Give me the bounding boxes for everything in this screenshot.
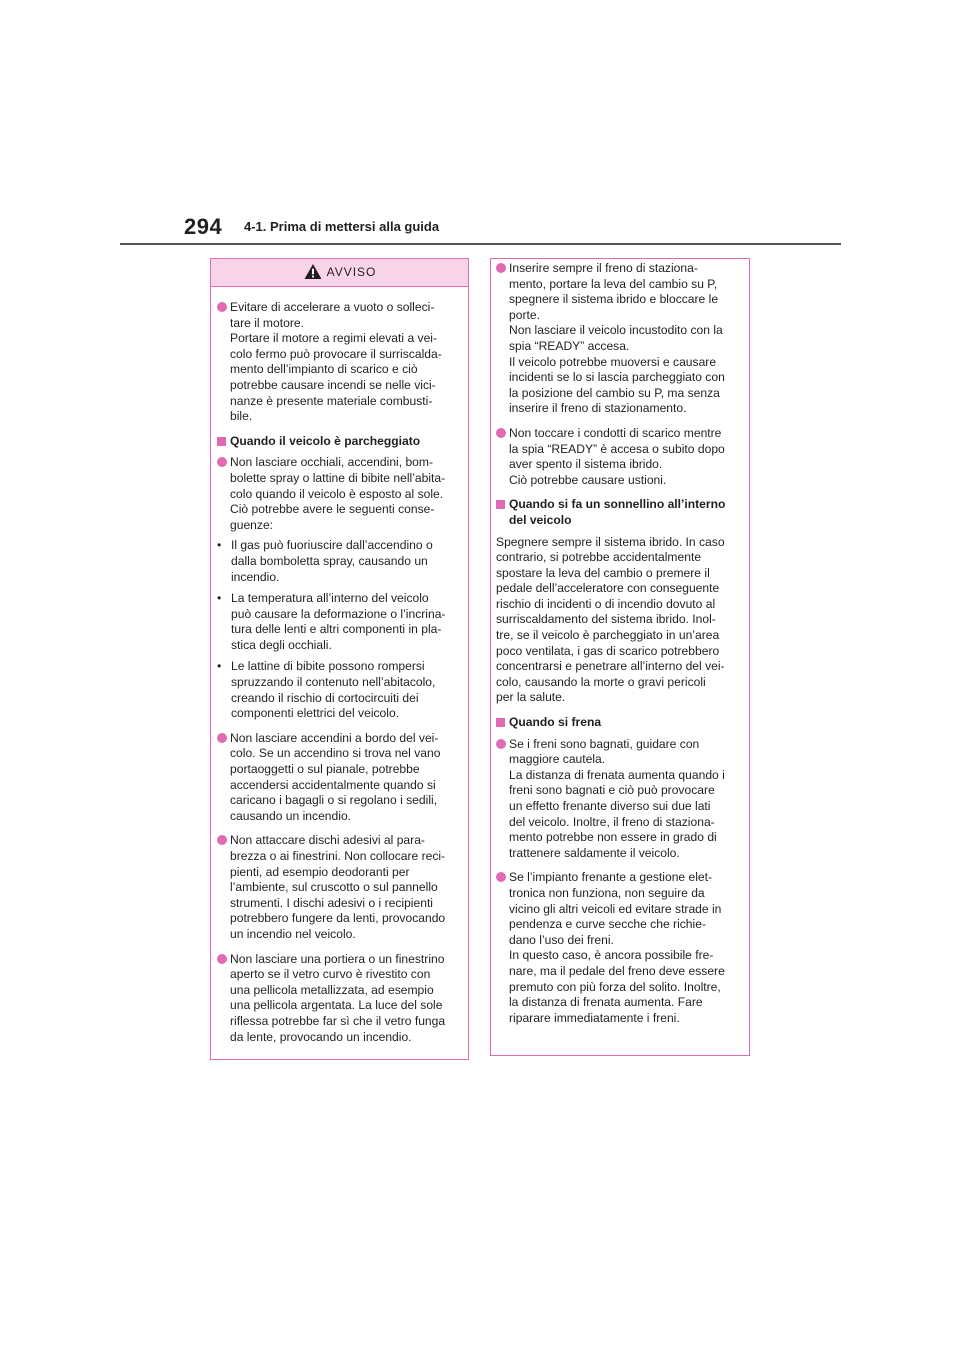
text-line: pendenza e curve secche che richie- [509,917,706,932]
text-line: surriscaldamento del sistema ibrido. Inol- [496,612,716,627]
text-line: maggiore cautela. [509,752,606,767]
square-bullet [496,500,505,509]
text-line: porte. [509,307,540,322]
text-line: spruzzando il contenuto nell’abitacolo, [231,675,436,690]
bullet-item [496,426,741,488]
text-line: mento potrebbe non essere in grado di [509,830,717,845]
text-line: tronica non funziona, non seguire da [509,885,705,900]
text-line: Quando si fa un sonnellino all’interno [509,497,726,512]
bullet-dot [217,457,227,467]
text-line: Il veicolo potrebbe muoversi e causare [509,354,717,369]
text-line: colo quando il veicolo è esposto al sole. [230,486,444,501]
text-line: spostare la leva del cambio o premere il [496,565,710,580]
subheading [496,497,741,528]
text-line: la posizione del cambio su P, ma senza [509,385,720,400]
text-line: rischio di incidenti o di incendio dovuto al [496,596,716,611]
text-line: Ciò potrebbe avere le seguenti conse- [230,502,435,517]
text-line: riflessa potrebbe far sì che il vetro funga [230,1013,446,1028]
text-line: Non lasciare occhiali, accendini, bom- [230,455,434,470]
text-line: del veicolo [509,512,572,527]
text-line: strumenti. I dischi adesivi o i recipienti [230,895,433,910]
text-line: La distanza di frenata aumenta quando i [509,767,725,782]
text-line: dalla bomboletta spray, causando un [231,553,428,568]
text-line: mento dell’impianto di scarico e ciò [230,362,418,377]
text-line: una pellicola metallizzata, ad esempio [230,982,434,997]
sub-bullet-item [217,659,454,721]
warning-triangle-icon [303,263,323,280]
text-line: l’ambiente, sul cruscotto o sul pannello [230,880,438,895]
bullet-dot [217,302,227,312]
text-line: portaoggetti o sul pianale, potrebbe [230,762,420,777]
text-line: una pellicola argentata. La luce del sole [230,998,443,1013]
text-line: incidenti se lo si lascia parcheggiato con [509,370,725,385]
bullet-item [496,261,741,417]
bullet-item [217,300,454,425]
text-line: bolette spray o lattine di bibite nell’abita- [230,470,446,485]
text-line: guenze: [230,517,274,532]
text-line: Se i freni sono bagnati, guidare con [509,736,700,751]
text-line: caricano i bagagli o si regolano i sedili, [230,793,438,808]
text-line: potrebbero fungere da lenti, provocando [230,911,446,926]
bullet-dot [217,835,227,845]
bullet-item [217,455,454,533]
text-line: Evitare di accelerare a vuoto o solleci- [230,300,435,314]
text-line: Il gas può fuoriuscire dall’accendino o [231,538,433,553]
text-line: colo, causando la morte o gravi pericoli [496,674,706,689]
text-line: dano l’uso dei freni. [509,932,614,947]
text-line: Portare il motore a regimi elevati a vei- [230,331,438,346]
bullet-dot [496,428,506,438]
subheading [496,715,741,731]
text-line: nare, ma il pedale del freno deve essere [509,963,725,978]
warning-box-right [490,258,750,1056]
bullet-item [496,737,741,862]
text-line: brezza o ai finestrini. Non collocare reci- [230,849,446,863]
bullet-item [217,731,454,825]
text-line: contrario, si potrebbe accidentalmente [496,550,702,565]
text-line: aver spento il sistema ibrido. [509,457,663,472]
warning-label: AVVISO [326,264,377,279]
bullet-dot [496,263,506,273]
text-line: del veicolo. Inoltre, il freno di staziona- [509,814,715,829]
sub-bullet-marker: • [217,538,222,553]
text-line: freni sono bagnati e ciò può provocare [509,783,715,798]
text-line: accendersi accidentalmente quando si [230,777,436,792]
header-rule [120,243,841,245]
text-line: Non lasciare accendini a bordo del vei- [230,730,439,745]
text-line: spegnere il sistema ibrido e bloccare le [509,292,719,307]
text-line: pienti, ad esempio deodoranti per [230,864,410,879]
text-line: colo fermo può provocare il surriscalda- [230,346,442,361]
text-line: Se l’impianto frenante a gestione elet- [509,870,713,885]
square-bullet [217,437,226,446]
text-line: Non attaccare dischi adesivi al para- [230,833,425,848]
bullet-dot [217,733,227,743]
text-line: creando il rischio di cortocircuiti dei [231,690,419,705]
sub-bullet-item [217,591,454,653]
text-line: In questo caso, è ancora possibile fre- [509,948,714,963]
bullet-dot [496,872,506,882]
text-line: concentrarsi e penetrare all’interno del vei- [496,659,725,674]
text-line: Ciò potrebbe causare ustioni. [509,472,667,487]
text-line: la distanza di frenata aumenta. Fare [509,995,703,1010]
text-line: da lente, provocando un incendio. [230,1029,412,1044]
text-line: per la salute. [496,690,566,705]
subheading [217,434,454,450]
bullet-item [217,833,454,942]
text-line: tre, se il veicolo è parcheggiato in un’area [496,628,720,643]
bullet-item [217,952,454,1046]
text-line: trattenere saldamente il veicolo. [509,845,680,860]
text-line: causando un incendio. [230,808,352,823]
sub-bullet-marker: • [217,659,222,674]
text-line: può causare la deformazione o l’incrina- [231,606,446,621]
paragraph [496,535,741,707]
text-line: pedale dell’acceleratore con conseguente [496,581,720,596]
bullet-dot [496,739,506,749]
text-line: potrebbe causare incendi se nelle vici- [230,377,436,392]
sub-bullet-item [217,538,454,585]
text-line: un effetto frenante diverso sui due lati [509,799,711,813]
text-line: Spegnere sempre il sistema ibrido. In caso [496,534,725,549]
text-line: vicino gli altri veicoli ed evitare strade in [509,901,722,916]
warning-box-header [211,259,468,287]
text-line: poco ventilata, i gas di scarico potrebbero [496,643,720,658]
text-line: Non lasciare il veicolo incustodito con la [509,323,723,338]
subheading-text: Quando il veicolo è parcheggiato [230,433,421,448]
text-line: stica degli occhiali. [231,637,332,652]
text-line: la spia “READY” è accesa o subito dopo [509,441,725,456]
page-number: 294 [184,214,223,239]
square-bullet [496,718,505,727]
text-line: La temperatura all’interno del veicolo [231,591,429,606]
text-line: riparare immediatamente i freni. [509,1010,680,1025]
text-line: Le lattine di bibite possono rompersi [231,659,425,674]
text-line: colo. Se un accendino si trova nel vano [230,746,441,761]
subheading-text: Quando si frena [509,715,602,730]
text-line: spia “READY” accesa. [509,338,630,353]
text-line: premuto con più forza del solito. Inoltre, [509,979,721,994]
warning-box-left [210,258,469,1060]
bullet-dot [217,954,227,964]
text-line: tura delle lenti e altri componenti in pla- [231,622,442,637]
text-line: bile. [230,409,253,424]
text-line: incendio. [231,569,280,584]
text-line: Non lasciare una portiera o un finestrino [230,951,445,966]
sub-bullet-marker: • [217,591,222,606]
text-line: un incendio nel veicolo. [230,926,356,941]
text-line: nanze è presente materiale combusti- [230,393,433,408]
text-line: Non toccare i condotti di scarico mentre [509,425,722,440]
section-title: 4-1. Prima di mettersi alla guida [244,219,440,234]
text-line: componenti elettrici del veicolo. [231,706,400,721]
text-line: aperto se il vetro curvo è rivestito con [230,967,431,982]
text-line: mento, portare la leva del cambio su P, [509,276,718,291]
bullet-item [496,870,741,1026]
text-line: inserire il freno di stazionamento. [509,401,687,416]
text-line: tare il motore. [230,315,304,330]
text-line: Inserire sempre il freno di staziona- [509,261,698,275]
